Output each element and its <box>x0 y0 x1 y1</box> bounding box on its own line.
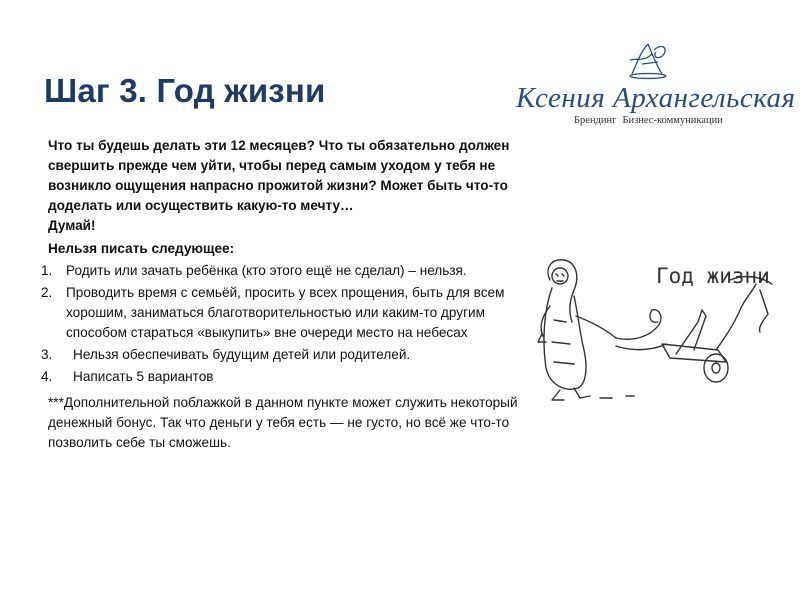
monogram-icon <box>624 40 672 80</box>
list-item-number: 4. <box>41 369 53 384</box>
list-item-number: 2. <box>41 285 53 300</box>
forbidden-heading: Нельзя писать следующее: <box>48 241 235 256</box>
list-item <box>41 283 538 343</box>
logo-name: Ксения Архангельская <box>516 82 796 114</box>
intro-paragraph: Что ты будешь делать эти 12 месяцев? Что ты обязательно должен свершить прежде чем уйти, чтобы перед самым уходом у тебя не возникло ощущения напрасно прожитой жизни? Может быть что-то доделать или осуществить какую-то мечту… <box>48 138 510 213</box>
slide-body <box>41 136 538 453</box>
list-item-text: Родить или зачать ребёнка (кто этого ещё не сделал) – нельзя. <box>66 263 467 278</box>
logo-subtitle <box>574 115 723 126</box>
list-item-text: Проводить время с семьёй, просить у всех прощения, быть для всем хорошим, заниматься благотворительностью или каким-то другим способом стараться «выкупить» вне очереди место на небесах <box>66 285 505 340</box>
logo-subtitle-branding: Брендинг <box>574 115 617 126</box>
list-item <box>41 367 538 387</box>
rules-list <box>41 261 538 387</box>
list-item <box>41 345 538 365</box>
illustration-label: Год жизни <box>656 264 770 288</box>
list-item-number: 3. <box>41 347 53 362</box>
list-item-text: Нельзя обеспечивать будущим детей или родителей. <box>73 347 411 362</box>
think-line: Думай! <box>48 218 96 233</box>
list-item-text: Написать 5 вариантов <box>73 369 214 384</box>
list-item <box>41 261 538 281</box>
list-item-number: 1. <box>41 263 53 278</box>
slide-title: Шаг 3. Год жизни <box>44 72 326 109</box>
logo-subtitle-communications: Бизнес-коммуникации <box>622 115 723 126</box>
brand-logo <box>512 40 796 132</box>
bonus-note: ***Дополнительной поблажкой в данном пункте может служить некоторый денежный бонус. Так что деньги у тебя есть — не густо, но всё же что-то позволить себе ты сможешь. <box>48 395 518 450</box>
